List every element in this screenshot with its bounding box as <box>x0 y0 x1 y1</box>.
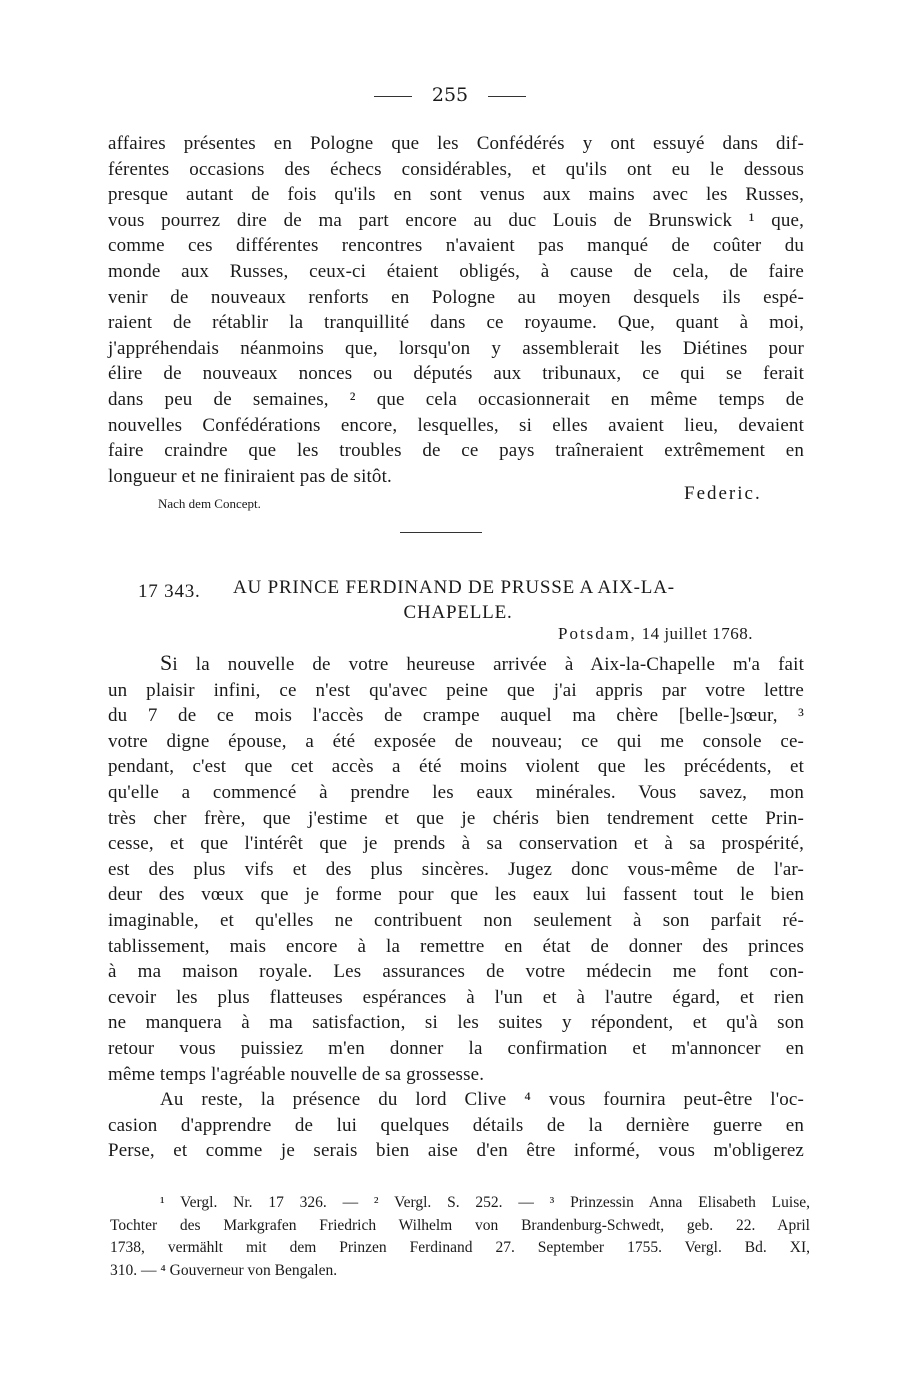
text-line: cevoir les plus flatteuses espérances à l'un et à l'autre égard, et rien <box>108 986 804 1008</box>
letter-date: 14 juillet 1768. <box>641 624 753 643</box>
text-line: tablissement, mais encore à la remettre en état de donner des princes <box>108 935 804 957</box>
section-divider <box>400 532 482 533</box>
text-line-content: i la nouvelle de votre heureuse arrivée à Aix-la-Chapelle m'a fait <box>172 654 804 675</box>
text-line: monde aux Russes, ceux-ci étaient obligés, à cause de cela, de faire <box>108 260 804 282</box>
letter-title-line-2: CHAPELLE. <box>403 602 513 623</box>
text-line: Perse, et comme je serais bien aise d'en être informé, vous m'obligerez <box>108 1140 804 1162</box>
text-line: nouvelles Confédérations encore, lesquelles, si elles avaient lieu, devaient <box>108 414 804 436</box>
text-line: presque autant de fois qu'ils en sont venus aux mains avec les Russes, <box>108 184 804 206</box>
letter-body <box>108 650 804 1164</box>
text-line: comme ces différentes rencontres n'avaient pas manqué de coûter du <box>108 235 804 257</box>
page-header <box>0 84 900 106</box>
text-line: faire craindre que les troubles de ce pays traîneraient extrêmement en <box>108 440 804 462</box>
text-line: votre digne épouse, a été exposée de nouveau; ce qui me console ce- <box>108 730 804 752</box>
text-line: dans peu de semaines, ² que cela occasionnerait en même temps de <box>108 388 804 410</box>
text-line: du 7 de ce mois l'accès de crampe auquel ma chère [belle-]sœur, ³ <box>108 705 804 727</box>
text-line: élire de nouveaux nonces ou députés aux tribunaux, ce qui se ferait <box>108 363 804 385</box>
page-number: 255 <box>431 84 469 106</box>
text-line: qu'elle a commencé à prendre les eaux minérales. Vous savez, mon <box>108 781 804 803</box>
text-line: casion d'apprendre de lui quelques détails de la dernière guerre en <box>108 1114 804 1136</box>
source-note: Nach dem Concept. <box>158 496 261 511</box>
header-dash-left <box>374 96 412 97</box>
text-line: un plaisir infini, ce n'est qu'avec peine que j'ai appris par votre lettre <box>108 679 804 701</box>
text-line: j'appréhendais néanmoins que, lorsqu'on y assemblerait les Diétines pour <box>108 337 804 359</box>
footnote-line: 310. — ⁴ Gouverneur von Bengalen. <box>110 1261 338 1279</box>
text-line: même temps l'agréable nouvelle de sa grossesse. <box>108 1063 485 1085</box>
text-line: Au reste, la présence du lord Clive ⁴ vous fournira peut-être l'oc- <box>160 1089 804 1111</box>
footnote-line: Tochter des Markgrafen Friedrich Wilhelm von Brandenburg-Schwedt, geb. 22. April <box>110 1216 810 1234</box>
letter-place: Potsdam, <box>558 624 637 643</box>
text-line: pendant, c'est que cet accès a été moins violent que les précédents, et <box>108 756 804 778</box>
text-line: imaginable, et qu'elles ne contribuent non seulement à son parfait ré- <box>108 909 804 931</box>
signature: Federic. <box>684 483 762 504</box>
footnote-line: ¹ Vergl. Nr. 17 326. — ² Vergl. S. 252. — ³ Prinzessin Anna Elisabeth Luise, <box>160 1194 810 1211</box>
letter-dateline <box>558 624 753 644</box>
text-line: très cher frère, que j'estime et que je chéris bien tendrement cette Prin- <box>108 807 804 829</box>
text-line: deur des vœux que je forme pour que les eaux lui fassent tout le bien <box>108 884 804 906</box>
footnotes <box>110 1192 810 1282</box>
letter-title-line-1: AU PRINCE FERDINAND DE PRUSSE A AIX-LA- <box>233 577 675 598</box>
text-line: à ma maison royale. Les assurances de votre médecin me font con- <box>108 961 804 983</box>
text-line: retour vous puissiez m'en donner la confirmation et m'annoncer en <box>108 1037 804 1059</box>
letter-number: 17 343. <box>138 581 201 602</box>
initial-letter: S <box>160 650 173 675</box>
text-line: vous pourrez dire de ma part encore au duc Louis de Brunswick ¹ que, <box>108 209 804 231</box>
previous-letter-ending <box>108 131 804 489</box>
text-line: venir de nouveaux renforts en Pologne au moyen desquels ils espé- <box>108 286 804 308</box>
text-line: affaires présentes en Pologne que les Confédérés y ont essuyé dans dif- <box>108 133 804 154</box>
text-line: raient de rétablir la tranquillité dans ce royaume. Que, quant à moi, <box>108 312 804 334</box>
text-line <box>108 650 804 678</box>
text-line: est des plus vifs et des plus sincères. Jugez donc vous-même de l'ar- <box>108 858 804 880</box>
header-dash-right <box>488 96 526 97</box>
text-line: férentes occasions des échecs considérables, et qu'ils ont eu le dessous <box>108 158 804 180</box>
text-line: ne manquera à ma satisfaction, si les suites y répondent, et qu'à son <box>108 1012 804 1034</box>
text-line: longueur et ne finiraient pas de sitôt. <box>108 465 392 487</box>
text-line: cesse, et que l'intérêt que je prends à sa conservation et à sa prospérité, <box>108 833 804 855</box>
footnote-line: 1738, vermählt mit dem Prinzen Ferdinand 27. September 1755. Vergl. Bd. XI, <box>110 1239 810 1256</box>
